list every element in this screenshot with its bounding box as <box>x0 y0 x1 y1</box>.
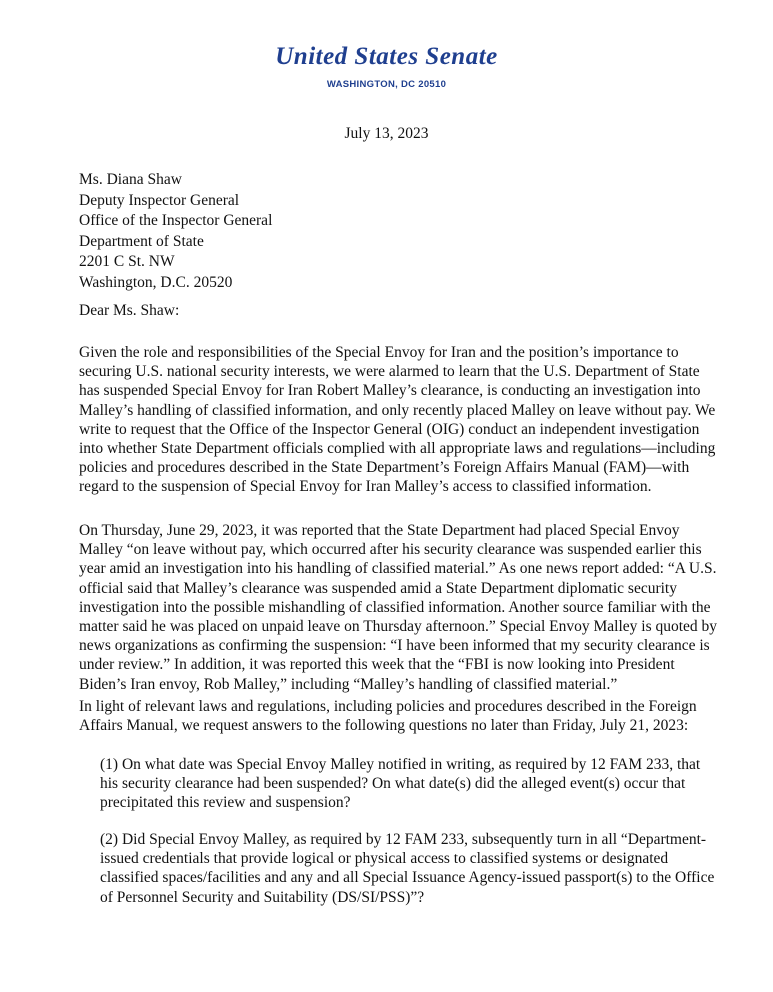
recipient-line: Deputy Inspector General <box>79 191 240 209</box>
recipient-address <box>79 170 272 293</box>
body-paragraph: Given the role and responsibilities of the Special Envoy for Iran and the position’s importance to securing U.S. national security interests, we were alarmed to learn that the U.S. Department of State has suspended Special Envoy for Iran Robert Malley’s clearance, is conducting an investigation into Malley’s handling of classified information, and only recently placed Malley on leave without pay. We write to request that the Office of the Inspector General (OIG) conduct an independent investigation into whether State Department officials complied with all appropriate laws and regulations—including policies and procedures described in the State Department’s Foreign Affairs Manual (FAM)—with regard to the suspension of Special Envoy for Iran Malley’s access to classified information. <box>79 344 716 496</box>
body-paragraph: On Thursday, June 29, 2023, it was reported that the State Department had placed Special Envoy Malley “on leave without pay, which occurred after his security clearance was suspended earlier this year amid an investigation into his handling of classified material.” As one news report added: “A U.S. official said that Malley’s clearance was suspended amid a State Department diplomatic security investigation into the possible mishandling of classified information. Another source familiar with the matter said he was placed on unpaid leave on Thursday afternoon.” Special Envoy Malley is quoted by news organizations as confirming the suspension: “I have been informed that my security clearance is under review.” In addition, it was reported this week that the “FBI is now looking into President Biden’s Iran envoy, Rob Malley,” including “Malley’s handling of classified material.” <box>79 522 718 693</box>
recipient-line: 2201 C St. NW <box>79 253 175 270</box>
body-paragraph: In light of relevant laws and regulations, including policies and procedures described in the Foreign Affairs Manual, we request answers to the following questions no later than Friday, July 21, 2023: <box>79 698 697 735</box>
salutation: Dear Ms. Shaw: <box>79 302 180 319</box>
recipient-line: Department of State <box>79 232 204 250</box>
recipient-line: Ms. Diana Shaw <box>79 171 182 188</box>
question-item: (2) Did Special Envoy Malley, as required by 12 FAM 233, subsequently turn in all “Department-issued credentials that provide logical or physical access to classified systems or designated classified spaces/facilities and any and all Special Issuance Agency-issued passport(s) to the Office of Personnel Security and Suitability (DS/SI/PSS)”? <box>100 831 715 906</box>
letterhead-title: United States Senate <box>275 43 498 70</box>
recipient-line: Office of the Inspector General <box>79 212 273 229</box>
question-item: (1) On what date was Special Envoy Malley notified in writing, as required by 12 FAM 233, that his security clearance had been suspended? On what date(s) did the alleged event(s) occur that precipitated this review and suspension? <box>100 756 701 812</box>
letter-date: July 13, 2023 <box>344 125 429 142</box>
recipient-line: Washington, D.C. 20520 <box>79 273 233 291</box>
letterhead-address: WASHINGTON, DC 20510 <box>326 79 447 90</box>
